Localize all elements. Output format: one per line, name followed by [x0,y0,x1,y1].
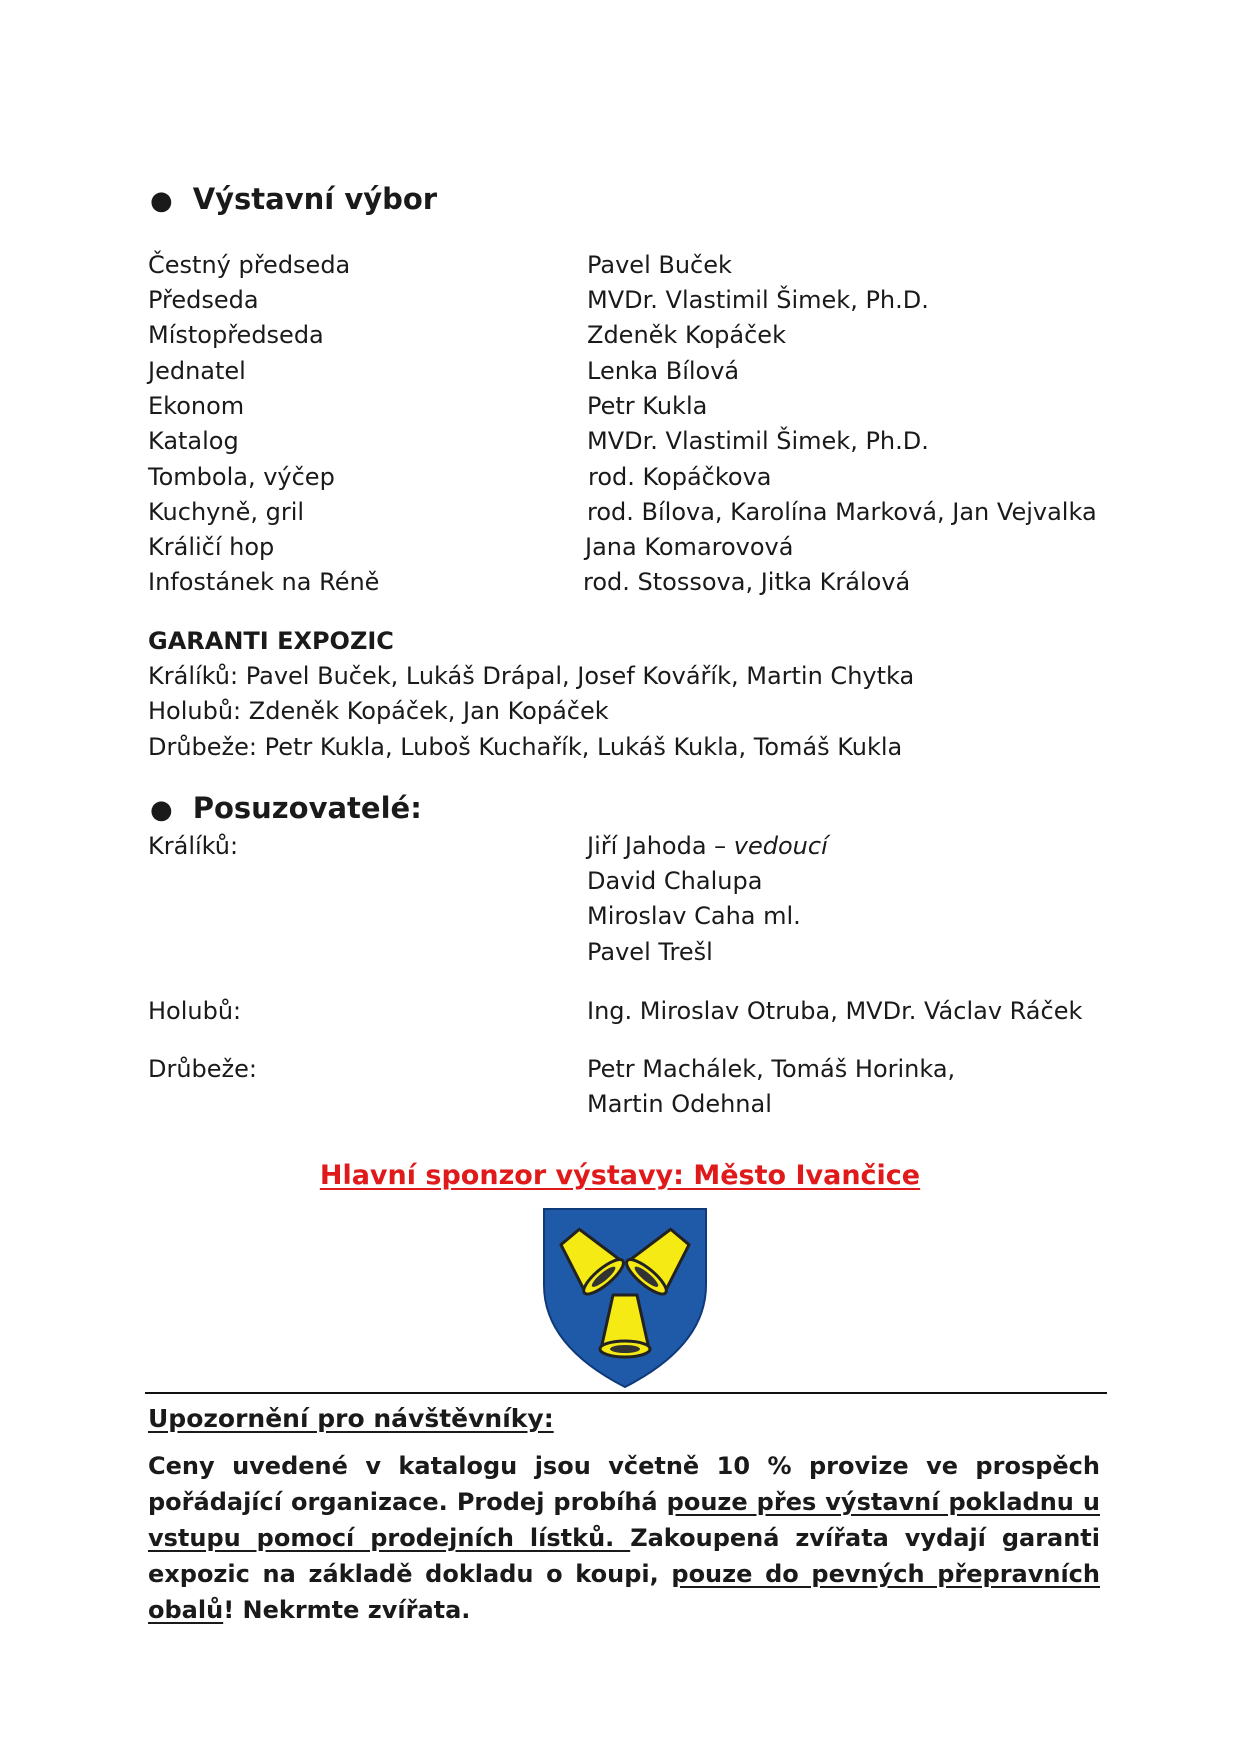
committee-role: Ekonom [148,392,245,420]
committee-role: Jednatel [148,357,246,385]
guarantors-line: Králíků: Pavel Buček, Lukáš Drápal, Josef Kovářík, Martin Chytka [148,662,915,690]
committee-role: Kuchyně, gril [148,498,305,526]
guarantors-heading: GARANTI EXPOZIC [148,627,394,655]
judge-name: Miroslav Caha ml. [587,902,801,930]
notice-title: Upozornění pro návštěvníky: [148,1404,554,1433]
sponsor-title: Hlavní sponzor výstavy: Město Ivančice [319,1160,921,1191]
committee-name: rod. Bílova, Karolína Marková, Jan Vejvalka [587,498,1097,526]
guarantors-line: Holubů: Zdeněk Kopáček, Jan Kopáček [148,697,609,725]
committee-role: Infostánek na Réně [148,568,380,596]
judges-rabbits-label: Králíků: [148,832,239,860]
bullet-icon: ● [150,795,173,825]
judge-name: Ing. Miroslav Otruba, MVDr. Václav Ráček [587,997,1083,1025]
committee-name: rod. Stossova, Jitka Králová [583,568,911,596]
judges-rabbits-lead: Jiří Jahoda – vedoucí [587,832,828,860]
committee-name: MVDr. Vlastimil Šimek, Ph.D. [587,286,929,314]
divider [145,1392,1107,1394]
lead-role: vedoucí [733,832,828,860]
committee-heading: ● Výstavní výbor [150,182,438,216]
guarantors-line: Drůbeže: Petr Kukla, Luboš Kuchařík, Lukáš Kukla, Tomáš Kukla [148,733,903,761]
committee-name: rod. Kopáčkova [588,463,772,491]
committee-name: Zdeněk Kopáček [587,321,786,349]
committee-role: Katalog [148,427,239,455]
judge-name: Martin Odehnal [587,1090,772,1118]
committee-name: MVDr. Vlastimil Šimek, Ph.D. [587,427,929,455]
committee-role: Předseda [148,286,259,314]
committee-role: Tombola, výčep [148,463,335,491]
committee-name: Petr Kukla [587,392,708,420]
judge-name: Pavel Trešl [587,938,713,966]
coat-of-arms-three-bells-icon [540,1205,710,1390]
committee-role: Králičí hop [148,533,275,561]
committee-name: Jana Komarovová [585,533,794,561]
judge-name: David Chalupa [587,867,763,895]
committee-role: Čestný předseda [148,251,351,279]
judges-heading: ● Posuzovatelé: [150,791,422,825]
committee-role: Místopředseda [148,321,324,349]
committee-name: Pavel Buček [587,251,732,279]
notice-body: Ceny uvedené v katalogu jsou včetně 10 % provize ve prospěch pořádající organizace. Prodej probíhá pouze přes výstavní pokladnu u vstupu pomocí prodejních lístků. Zakoupená zvířata vydají garanti expozic na základě dokladu o koupi, pouze do pevných přepravních obalů! Nekrmte zvířata. [148,1452,1101,1624]
judge-name: Petr Machálek, Tomáš Horinka, [587,1055,956,1083]
judges-poultry-label: Drůbeže: [148,1055,258,1083]
judges-pigeons-label: Holubů: [148,997,242,1025]
committee-name: Lenka Bílová [587,357,740,385]
bullet-icon: ● [150,186,173,216]
